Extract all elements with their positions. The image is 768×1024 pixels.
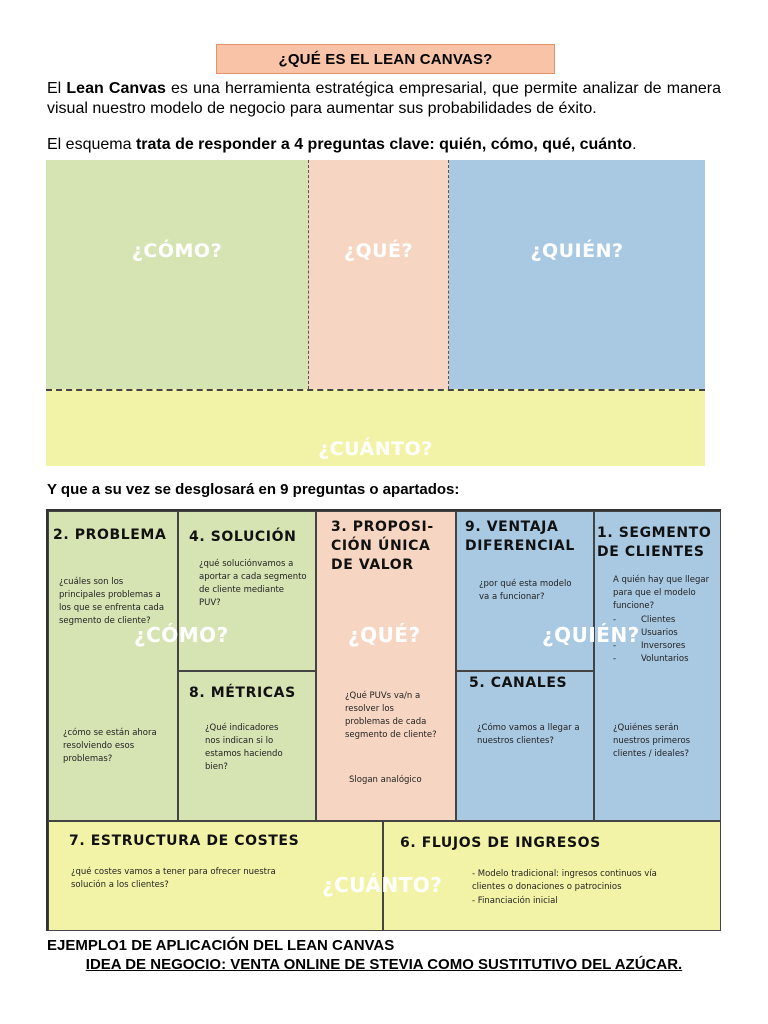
list-item: - Clientes [613,614,689,627]
cell-propuesta-valor [316,511,456,821]
cell-solucion [178,511,316,671]
lean-canvas-diagram [46,509,721,931]
scheme-suffix: . [632,136,637,153]
intro-prefix: El [47,80,67,97]
block-que [308,160,449,389]
intro-bold: Lean Canvas [66,80,166,97]
block-como [46,160,308,389]
list-item: - Inversores [613,640,689,653]
heading-problema: 2. PROBLEMA [53,527,167,543]
subheading: Y que a su vez se desglosará en 9 preguntas o apartados: [47,481,460,498]
scheme-bold: trata de responder a 4 preguntas clave: quién, cómo, qué, cuánto [135,136,633,153]
overlay-quien: ¿QUIÉN? [542,623,640,647]
scheme-prefix: El esquema [47,136,136,153]
example-heading: EJEMPLO1 DE APLICACIÓN DEL LEAN CANVAS [47,937,395,954]
heading-flujos: 6. FLUJOS DE INGRESOS [400,835,601,851]
label-cuanto: ¿CUÁNTO? [318,437,433,460]
list-item: - Usuarios [613,627,689,640]
business-idea: IDEA DE NEGOCIO: VENTA ONLINE DE STEVIA COMO SUSTITUTIVO DEL AZÚCAR. [85,956,683,973]
text-problema-q2: ¿cómo se están ahora resolviendo esos problemas? [63,728,157,764]
text-flujos-1: - Modelo tradicional: ingresos continuos vía clientes o donaciones o patrocinios [472,869,657,892]
heading-costes: 7. ESTRUCTURA DE COSTES [69,833,300,849]
scheme-paragraph [47,135,721,155]
text-metricas: ¿Qué indicadores nos indican si lo estamos haciendo bien? [205,723,283,772]
text-flujos-2: - Financiación inicial [472,896,558,906]
heading-segmento: 1. SEGMENTO DE CLIENTES [597,525,712,560]
intro-paragraph [47,79,721,119]
label-quien: ¿QUIÉN? [530,239,624,262]
text-problema-q1: ¿cuáles son los principales problemas a los que se enfrenta cada segmento de cliente? [59,577,165,626]
block-cuanto [46,389,705,466]
overlay-que: ¿QUÉ? [348,623,421,647]
overlay-cuanto: ¿CUÁNTO? [322,873,443,897]
heading-ventaja: 9. VENTAJA DIFERENCIAL [465,519,575,554]
label-como: ¿CÓMO? [131,239,223,262]
cell-metricas [178,671,316,821]
label-que: ¿QUÉ? [343,239,414,262]
text-propuesta: ¿Qué PUVs va/n a resolver los problemas de cada segmento de cliente? [345,691,437,740]
cell-ventaja-diferencial [456,511,594,671]
four-questions-diagram [46,160,705,466]
heading-solucion: 4. SOLUCIÓN [189,529,297,545]
text-costes: ¿qué costes vamos a tener para ofrecer nuestra solución a los clientes? [71,867,276,890]
heading-metricas: 8. MÉTRICAS [189,685,296,701]
heading-propuesta: 3. PROPOSI-CIÓN ÚNICA DE VALOR [331,519,434,573]
list-item: - Voluntarios [613,653,689,666]
heading-canales: 5. CANALES [469,675,568,691]
block-quien [449,160,705,389]
text-solucion: ¿qué soluciónvamos a aportar a cada segmento de cliente mediante PUV? [199,559,307,608]
page-title: ¿QUÉ ES EL LEAN CANVAS? [216,44,555,74]
text-segmento-q2: ¿Quiénes serán nuestros primeros clientes / ideales? [613,723,691,759]
cell-problema [48,511,178,821]
text-ventaja: ¿por qué esta modelo va a funcionar? [479,579,572,602]
text-slogan: Slogan analógico [349,775,422,785]
overlay-como: ¿CÓMO? [134,623,229,647]
cell-segmento-clientes [594,511,721,821]
text-segmento-q: A quién hay que llegar para que el modelo funcione? [613,575,710,611]
text-canales: ¿Cómo vamos a llegar a nuestros clientes? [477,723,580,746]
cell-canales [456,671,594,821]
intro-rest: es una herramienta estratégica empresarial, que permite analizar de manera visual nuestro modelo de negocio para aumentar sus probabilidades de éxito. [47,80,722,117]
